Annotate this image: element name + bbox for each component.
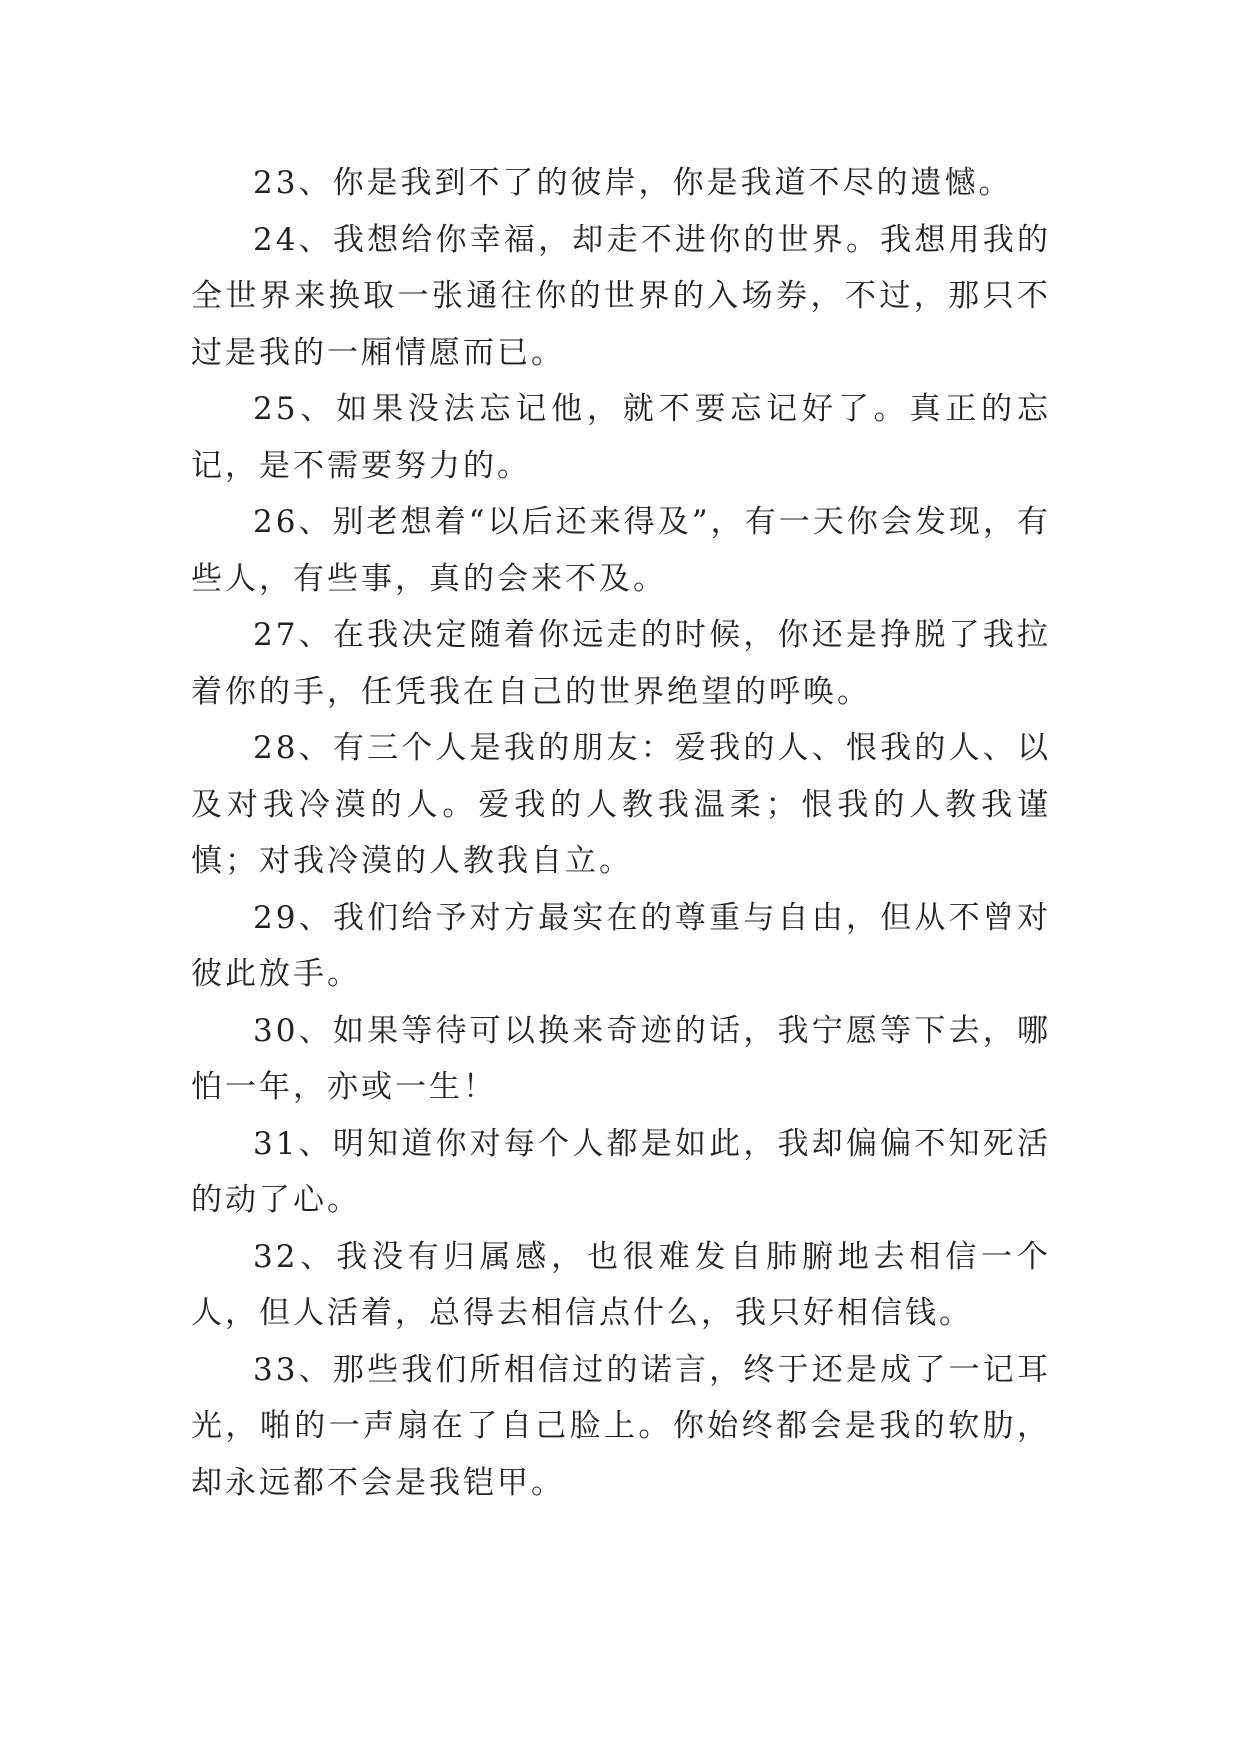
paragraph-25: 25、如果没法忘记他，就不要忘记好了。真正的忘记，是不需要努力的。 xyxy=(191,391,1051,484)
paragraph-31: 31、明知道你对每个人都是如此，我却偏偏不知死活的动了心。 xyxy=(191,1125,1051,1218)
paragraph-28: 28、有三个人是我的朋友：爱我的人、恨我的人、以及对我冷漠的人。爱我的人教我温柔；恨我的人教我谨慎；对我冷漠的人教我自立。 xyxy=(191,730,1051,879)
paragraph-26: 26、别老想着“以后还来得及”，有一天你会发现，有些人，有些事，真的会来不及。 xyxy=(191,504,1051,597)
document-body xyxy=(191,155,1051,1511)
paragraph-30: 30、如果等待可以换来奇迹的话，我宁愿等下去，哪怕一年，亦或一生！ xyxy=(191,1012,1051,1105)
paragraph-27: 27、在我决定随着你远走的时候，你还是挣脱了我拉着你的手，任凭我在自己的世界绝望的呼唤。 xyxy=(191,617,1051,710)
paragraph-29: 29、我们给予对方最实在的尊重与自由，但从不曾对彼此放手。 xyxy=(191,899,1051,992)
paragraph-24: 24、我想给你幸福，却走不进你的世界。我想用我的全世界来换取一张通往你的世界的入场券，不过，那只不过是我的一厢情愿而已。 xyxy=(191,221,1051,371)
paragraph-23: 23、你是我到不了的彼岸，你是我道不尽的遗憾。 xyxy=(253,165,1013,201)
paragraph-32: 32、我没有归属感，也很难发自肺腑地去相信一个人，但人活着，总得去相信点什么，我只好相信钱。 xyxy=(191,1238,1051,1331)
paragraph-33: 33、那些我们所相信过的诺言，终于还是成了一记耳光，啪的一声扇在了自己脸上。你始终都会是我的软肋，却永远都不会是我铠甲。 xyxy=(191,1351,1051,1501)
